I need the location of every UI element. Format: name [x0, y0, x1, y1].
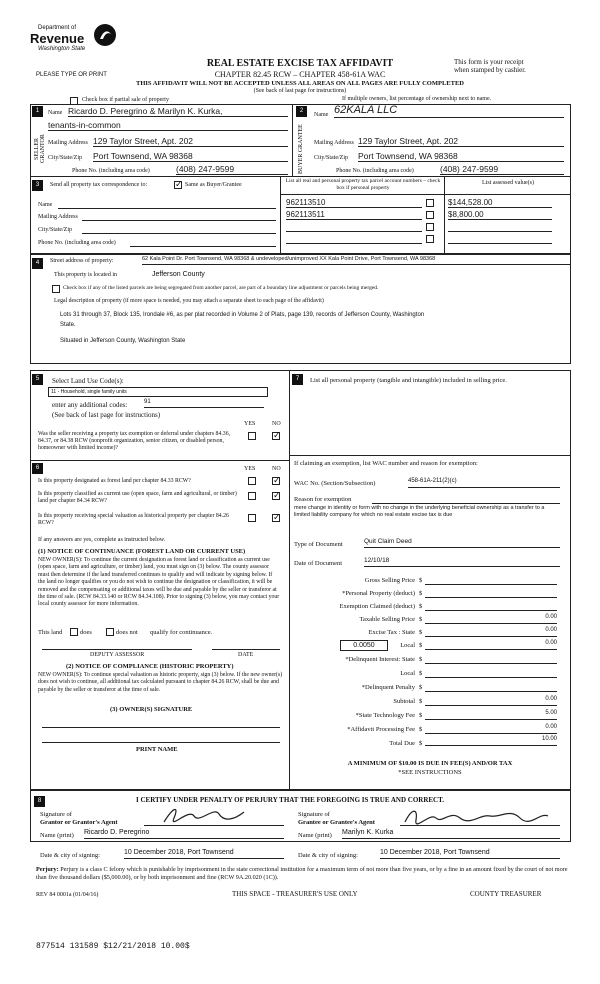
does-not-checkbox[interactable]: [106, 628, 114, 636]
grantee-date-label: Date & city of signing:: [298, 852, 358, 859]
grantee-signature[interactable]: [400, 806, 560, 826]
tax-label-state: Excise Tax : State: [368, 629, 415, 636]
s3-name-field[interactable]: [58, 200, 276, 209]
grantor-sig-label: [40, 811, 118, 827]
grantor-sig-label-1: Signature of: [40, 811, 72, 818]
s5-yes-checkbox[interactable]: [248, 432, 256, 440]
notice2-text: NEW OWNER(S): To continue special valuation as historic property, sign (3) below. If the new owner(s) does not wish to continue, all additional tax calculated pursuant to chapter 84.26 RCW, shall be due and payable by the seller or transferor at the time of sale.: [38, 672, 283, 693]
dept-line3: Washington State: [38, 46, 86, 52]
doc-date-field[interactable]: 12/10/18: [364, 557, 560, 567]
legal-label: Legal description of property (if more space is needed, you may attach a separate sheet to each page of the affidavit): [54, 298, 324, 304]
same-as-buyer-label: Same as Buyer/Grantee: [185, 182, 242, 188]
tax-value-gross[interactable]: [425, 575, 557, 585]
tax-dollar: $: [419, 698, 423, 705]
assessed-value-4[interactable]: [448, 234, 552, 244]
grantor-name-print[interactable]: Ricardo D. Peregrino: [84, 829, 284, 839]
assessed-value-3[interactable]: [448, 222, 552, 232]
grantee-date-field[interactable]: 10 December 2018, Port Townsend: [380, 849, 560, 859]
legal-line3[interactable]: Situated in Jefferson County, Washington State: [60, 338, 186, 344]
receipt-line1: This form is your receipt: [454, 58, 524, 66]
section-7-badge: 7: [292, 374, 303, 385]
deputy-date-label: DATE: [238, 652, 254, 658]
s3-phone-field[interactable]: [130, 238, 276, 247]
county-treasurer: COUNTY TREASURER: [470, 890, 542, 898]
seller-name2-field[interactable]: tenants-in-common: [48, 120, 288, 131]
located-label: This property is located in: [54, 272, 117, 278]
s3-phone-label: Phone No. (including area code): [38, 240, 116, 246]
section-1-badge: 1: [32, 106, 43, 117]
buyer-phone-field[interactable]: (408) 247-9599: [440, 164, 564, 175]
grantee-name-print-label: Name (print): [298, 832, 332, 839]
dept-line1: Department of: [38, 25, 77, 31]
local-rate-box[interactable]: 0.0050: [340, 640, 388, 651]
rev-number: REV 84 0001a (01/04/16): [36, 892, 99, 898]
tax-value-subtotal[interactable]: 0.00: [425, 696, 557, 706]
s7-mid-line: [289, 455, 571, 456]
this-land-label: This land: [38, 629, 63, 636]
form-subtitle: CHAPTER 82.45 RCW – CHAPTER 458-61A WAC: [214, 70, 386, 79]
s6-q3-yes-checkbox[interactable]: [248, 514, 256, 522]
s3-mailing-field[interactable]: [82, 212, 276, 221]
certify-text: I CERTIFY UNDER PENALTY OF PERJURY THAT THE FOREGOING IS TRUE AND CORRECT.: [136, 796, 445, 804]
buyer-name-field[interactable]: 62KALA LLC: [334, 104, 564, 118]
s6-q1-yes-checkbox[interactable]: [248, 477, 256, 485]
buyer-mailing-field[interactable]: 129 Taylor Street, Apt. 202: [358, 136, 564, 147]
buyer-name-label: Name: [314, 112, 329, 118]
does-label: does: [80, 629, 92, 636]
see-instructions: *SEE INSTRUCTIONS: [398, 769, 462, 776]
send-to-label: Send all property tax correspondence to:: [50, 182, 148, 188]
tax-value-personal[interactable]: [425, 588, 557, 598]
logo-swirl-icon: [92, 22, 118, 48]
s3-city-field[interactable]: [82, 225, 276, 234]
s6-if-yes: If any answers are yes, complete as instructed below.: [38, 537, 166, 543]
tax-dollar: $: [419, 642, 423, 649]
personal-property-checkbox-2[interactable]: [426, 211, 434, 219]
grantee-name-print[interactable]: Marilyn K. Kurka: [342, 829, 560, 839]
qualify-label: qualify for continuance.: [150, 629, 213, 636]
tax-value-state[interactable]: 0.00: [425, 627, 557, 637]
exemption-label: If claiming an exemption, list WAC number and reason for exemption:: [294, 460, 478, 467]
seller-phone-label: Phone No. (including area code): [72, 168, 150, 174]
tax-label-taxable: Taxable Selling Price: [359, 616, 415, 623]
s3-name-label: Name: [38, 202, 53, 208]
land-use-select[interactable]: 11 - Household, single family units: [48, 387, 268, 397]
tax-value-processing-fee[interactable]: 0.00: [425, 724, 557, 734]
reason-line: [372, 494, 560, 504]
reason-label: Reason for exemption: [294, 496, 352, 503]
buyer-city-field[interactable]: Port Townsend, WA 98368: [358, 151, 564, 162]
tax-dollar: $: [419, 712, 423, 719]
section-5-badge: 5: [32, 374, 43, 385]
form-title: REAL ESTATE EXCISE TAX AFFIDAVIT: [206, 58, 394, 69]
additional-codes-field[interactable]: 91: [144, 399, 264, 408]
tax-label-processing-fee: *Affidavit Processing Fee: [347, 726, 415, 733]
s6-q2-yes-checkbox[interactable]: [248, 492, 256, 500]
parcel-number-4[interactable]: [286, 234, 422, 244]
perjury-notice: [36, 866, 570, 882]
owner-sig-line[interactable]: [42, 718, 280, 728]
tax-dollar: $: [419, 670, 423, 677]
section3-divider: [280, 176, 281, 254]
owner-print-line[interactable]: [42, 733, 280, 743]
s6-q1: Is this property designated as forest land per chapter 84.33 RCW?: [38, 478, 191, 484]
tax-value-exemption[interactable]: [425, 601, 557, 611]
tax-label-local: Local: [400, 642, 415, 649]
tax-dollar: $: [419, 726, 423, 733]
s5-yes: YES: [244, 421, 256, 427]
tax-value-local[interactable]: 0.00: [425, 640, 557, 650]
doc-type-label: Type of Document: [294, 541, 343, 548]
wac-field[interactable]: 458-61A-211(2)(c): [408, 478, 560, 488]
s6-q2: Is this property classified as current use (open space, farm and agricultural, or timber) land per chapter 84.34 RCW?: [38, 491, 237, 504]
dor-logo: [30, 20, 125, 60]
section-8-badge: 8: [34, 796, 45, 807]
s5-see-back: (See back of last page for instructions): [52, 411, 161, 419]
tax-dollar: $: [419, 603, 423, 610]
notice2-title: (2) NOTICE OF COMPLIANCE (HISTORIC PROPERTY): [66, 663, 234, 670]
street-field[interactable]: 62 Kala Point Dr. Port Townsend, WA 98368 & undeveloped/unimproved XX Kala Point Drive, Port Townsend, WA 98368: [142, 256, 570, 265]
seller-phone-field[interactable]: (408) 247-9599: [176, 164, 288, 175]
tax-dollar: $: [419, 684, 423, 691]
grantee-signature-scribble: [400, 806, 550, 826]
deputy-sig-line[interactable]: [42, 640, 192, 650]
buyer-phone-label: Phone No. (including area code): [336, 168, 414, 174]
s3-mailing-label: Mailing Address: [38, 214, 78, 220]
grantor-date-field[interactable]: 10 December 2018, Port Townsend: [124, 849, 284, 859]
segregated-checkbox[interactable]: [52, 285, 60, 293]
tax-dollar: $: [419, 629, 423, 636]
parties-hline: [30, 176, 571, 177]
legal-line2[interactable]: State.: [60, 322, 76, 328]
seller-mailing-field[interactable]: 129 Taylor Street, Apt. 202: [93, 136, 288, 147]
parcel-header: List all real and personal property tax parcel account numbers – check box if personal property: [285, 178, 441, 191]
notice1-title: (1) NOTICE OF CONTINUANCE (FOREST LAND OR CURRENT USE): [38, 548, 246, 555]
tax-value-delinq-local[interactable]: [425, 668, 557, 678]
doc-type-field[interactable]: Quit Claim Deed: [364, 538, 560, 548]
tax-label-subtotal: Subtotal: [393, 698, 415, 705]
please-type: PLEASE TYPE OR PRINT: [36, 72, 107, 78]
parcel-number-3[interactable]: [286, 222, 422, 232]
tax-label-gross: Gross Selling Price: [364, 577, 415, 584]
does-checkbox[interactable]: [70, 628, 78, 636]
grantor-date-label: Date & city of signing:: [40, 852, 100, 859]
personal-property-checkbox-1[interactable]: [426, 199, 434, 207]
treasurer-space: THIS SPACE - TREASURER'S USE ONLY: [232, 890, 358, 898]
section-4-badge: 4: [32, 258, 43, 269]
tax-label-tech-fee: *State Technology Fee: [355, 712, 415, 719]
tax-dollar: $: [419, 577, 423, 584]
tax-label-personal: *Personal Property (deduct): [342, 590, 415, 597]
buyer-mailing-label: Mailing Address: [314, 140, 354, 146]
grantee-sig-label: [298, 811, 375, 827]
grantor-name-print-label: Name (print): [40, 832, 74, 839]
buyer-side-label: BUYER GRANTEE: [298, 124, 304, 174]
tax-value-taxable[interactable]: 0.00: [425, 614, 557, 624]
land-use-label: Select Land Use Code(s):: [52, 377, 124, 385]
tax-dollar: $: [419, 656, 423, 663]
doc-date-label: Date of Document: [294, 560, 343, 567]
receipt-note: [454, 58, 526, 74]
does-not-label: does not: [116, 629, 138, 636]
legal-line1[interactable]: Lots 31 through 37, Block 135, Irondale #6, as per plat recorded in Volume 2 of Plats, page 139, records of Jefferson County, Washington: [60, 312, 425, 318]
located-field[interactable]: Jefferson County: [152, 271, 205, 278]
receipt-line2: when stamped by cashier.: [454, 66, 526, 74]
tax-value-tech-fee[interactable]: 5.00: [425, 710, 557, 720]
seller-name-label: Name: [48, 110, 63, 116]
buyer-city-label: City/State/Zip: [314, 155, 348, 161]
section4-frame: [30, 254, 571, 364]
section-3-badge: 3: [32, 180, 43, 191]
dept-line2: Revenue: [30, 31, 85, 46]
exemption-question: Was the seller receiving a property tax exemption or deferral under chapters 84.36, 84.37, or 84.38 RCW (nonprofit organization, senior citizen, or disabled person, homeowner with limited income)?: [38, 431, 231, 451]
additional-codes-label: enter any additional codes:: [52, 401, 128, 409]
tax-label-delinq-state: *Delinquent Interest: State: [345, 656, 415, 663]
seller-city-label: City/State/Zip: [48, 155, 82, 161]
same-as-buyer-checkbox[interactable]: [174, 181, 182, 189]
grantor-signature-scribble: [144, 804, 264, 826]
s6-top-line: [30, 460, 289, 461]
partial-sale-label: Check box if partial sale of property: [82, 97, 169, 103]
seller-name-field[interactable]: Ricardo D. Peregrino & Marilyn K. Kurka,: [68, 106, 288, 117]
grantor-signature[interactable]: [144, 804, 284, 826]
s5-no-checkbox[interactable]: [272, 432, 280, 440]
grantor-sig-label-2: Grantor or Grantor's Agent: [40, 819, 118, 826]
lower-divider: [289, 370, 290, 790]
section-2-badge: 2: [296, 106, 307, 117]
grantee-sig-label-2: Grantee or Grantee's Agent: [298, 819, 375, 826]
minimum-note: A MINIMUM OF $10.00 IS DUE IN FEE(S) AND/OR TAX: [347, 760, 513, 767]
grantee-sig-label-1: Signature of: [298, 811, 330, 818]
tax-dollar: $: [419, 740, 423, 747]
form-warning: THIS AFFIDAVIT WILL NOT BE ACCEPTED UNLESS ALL AREAS ON ALL PAGES ARE FULLY COMPLETED: [136, 80, 464, 87]
s6-q2-no-checkbox[interactable]: [272, 492, 280, 500]
see-back: (See back of last page for instructions): [253, 88, 347, 94]
perjury-text: Perjury is a class C felony which is punishable by imprisonment in the state correctional institution for a maximum term of not more than five years, or by a fine in an amount fixed by the court of not more than five thousand dollars ($5,000.00), or by both imprisonment and fine (RCW 9A.20.020 (1C)).: [36, 866, 568, 881]
tax-value-total[interactable]: 10.00: [425, 736, 557, 746]
deputy-label: DEPUTY ASSESSOR: [90, 652, 145, 658]
personal-property-checkbox-4[interactable]: [426, 235, 434, 243]
cashier-stamp: 877514 131589 $12/21/2018 10.00$: [36, 942, 190, 951]
street-label: Street address of property:: [50, 258, 114, 264]
personal-property-label: List all personal property (tangible and intangible) included in selling price.: [310, 377, 507, 384]
s6-q3: Is this property receiving special valuation as historical property per chapter 84.26 RCW?: [38, 513, 229, 526]
s6-yes: YES: [244, 466, 256, 472]
reason-field[interactable]: mere change in identity or form with no change in the underlying beneficial ownership as a transfer to a limited liability company for which no real estate excise tax is due: [294, 505, 545, 518]
tax-label-penalty: *Delinquent Penalty: [361, 684, 415, 691]
s6-q3-no-checkbox[interactable]: [272, 514, 280, 522]
seller-mailing-label: Mailing Address: [48, 140, 88, 146]
parcel-header-line: [280, 194, 571, 195]
print-name-label: PRINT NAME: [136, 746, 178, 753]
parties-divider: [292, 104, 293, 176]
seller-city-field[interactable]: Port Townsend, WA 98368: [93, 151, 288, 162]
s6-q1-no-checkbox[interactable]: [272, 477, 280, 485]
notice1-text: NEW OWNER(S): To continue the current designation as forest land or classification as current use (open space, farm and agriculture, or timber) land, you must sign on (3) below. The county assessor must then determine if the land transferred continues to qualify and will indicate by signing below. If the land no longer qualifies or you do not wish to continue the designation or classification, it will be removed and the compensating or additional taxes will be due and payable by the seller or transferor at the time of sale. (RCW 84.33.140 or RCW 84.34.108). Prior to signing (3) below, you may contact your local county assessor for more information.: [38, 557, 280, 608]
seller-side-label: SELLER GRANTOR: [34, 134, 46, 164]
tax-label-delinq-local: Local: [400, 670, 415, 677]
parcel-number-1[interactable]: 962113510: [286, 198, 422, 208]
s3-city-label: City/State/Zip: [38, 227, 72, 233]
s5-no: NO: [272, 421, 281, 427]
assessed-value-2[interactable]: $8,800.00: [448, 210, 552, 220]
s6-no: NO: [272, 466, 281, 472]
parcel-number-2[interactable]: 962113511: [286, 210, 422, 220]
section-6-badge: 6: [32, 463, 43, 474]
multiple-owners-note: If multiple owners, list percentage of ownership next to name.: [342, 96, 492, 102]
deputy-date-line[interactable]: [212, 640, 280, 650]
tax-value-delinq-state[interactable]: [425, 654, 557, 664]
owner-sig-label: (3) OWNER(S) SIGNATURE: [110, 706, 193, 713]
assessed-value-1[interactable]: $144,528.00: [448, 198, 552, 208]
perjury-label: Perjury:: [36, 866, 59, 873]
tax-label-exemption: Exemption Claimed (deduct): [339, 603, 415, 610]
personal-property-checkbox-3[interactable]: [426, 223, 434, 231]
parcel-col-divider: [444, 176, 445, 254]
tax-label-total: Total Due: [389, 740, 415, 747]
tax-value-penalty[interactable]: [425, 682, 557, 692]
wac-label: WAC No. (Section/Subsection): [294, 480, 376, 487]
assessed-header: List assessed value(s): [482, 180, 534, 186]
tax-dollar: $: [419, 616, 423, 623]
segregated-label: Check box if any of the listed parcels are being segregated from another parcel, are part of a boundary line adjustment or parcels being merged.: [63, 285, 379, 291]
tax-dollar: $: [419, 590, 423, 597]
